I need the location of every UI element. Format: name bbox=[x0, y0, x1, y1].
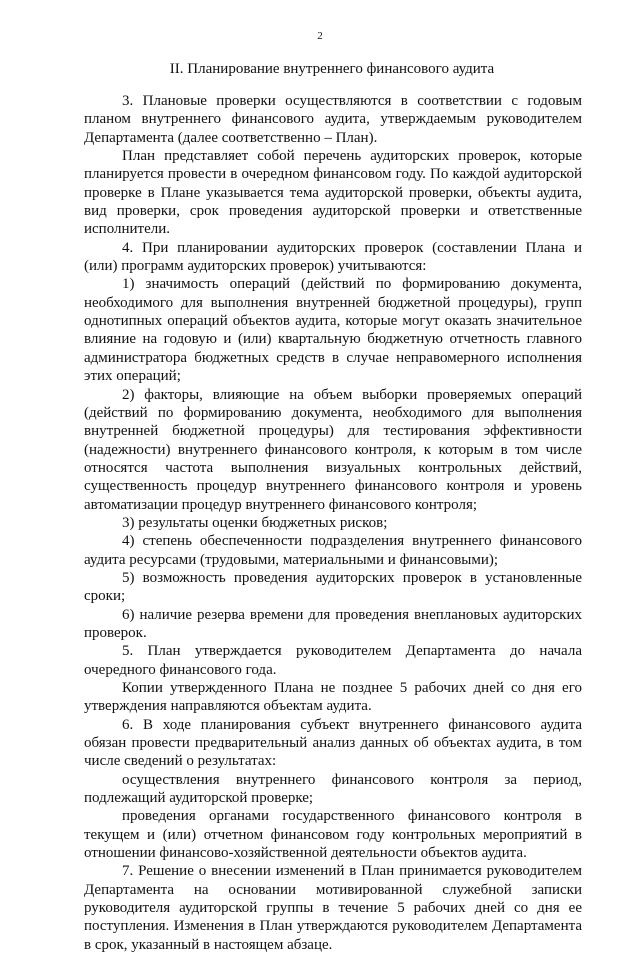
list-item-6: 6) наличие резерва времени для проведения внеплановых аудиторских проверок. bbox=[84, 606, 582, 641]
list-item-1: 1) значимость операций (действий по формированию документа, необходимого для выполнения внутренней бюджетной процедуры), групп однотипных операций объектов аудита, которые могут оказать значительное влияние на годовую и (или) квартальную бюджетную отчетность главного администратора бюджетных средств в случае неправомерного исполнения этих операций; bbox=[84, 276, 582, 385]
page-number: 2 bbox=[317, 30, 323, 42]
paragraph-7: 7. Решение о внесении изменений в План принимается руководителем Департамента на основании мотивированной служебной записки руководителя аудиторской группы в течение 5 рабочих дней со дня ее поступления. Изменения в План утверждаются руководителем Департамента в срок, указанный в настоящем абзаце. bbox=[84, 863, 582, 953]
section-title: II. Планирование внутреннего финансового аудита bbox=[169, 61, 495, 77]
paragraph-5: 5. План утверждается руководителем Департамента до начала очередного финансового года. bbox=[84, 643, 582, 678]
sub-item-internal-control: осуществления внутреннего финансового контроля за период, подлежащий аудиторской проверке; bbox=[84, 771, 582, 807]
paragraph-3: 3. Плановые проверки осуществляются в соответствии с годовым планом внутреннего финансового аудита, утверждаемым руководителем Департамента (далее соответственно – План). bbox=[84, 93, 582, 146]
paragraph-plan-description: План представляет собой перечень аудиторских проверок, которые планируется провести в очередном финансовом году. По каждой аудиторской проверке в Плане указывается тема аудиторской проверки, объекты аудита, вид проверки, срок проведения аудиторской проверки и ответственные исполнители. bbox=[84, 148, 582, 238]
list-item-3: 3) результаты оценки бюджетных рисков; bbox=[122, 514, 388, 531]
document-body bbox=[84, 92, 582, 954]
paragraph-6: 6. В ходе планирования субъект внутреннего финансового аудита обязан провести предварительный анализ данных об объектах аудита, в том числе сведений о результатах: bbox=[84, 716, 582, 770]
paragraph-copies: Копии утвержденного Плана не позднее 5 рабочих дней со дня его утверждения направляются объектам аудита. bbox=[84, 680, 582, 715]
paragraph-4: 4. При планировании аудиторских проверок (составлении Плана и (или) программ аудиторских проверок) учитываются: bbox=[84, 239, 582, 275]
list-item-5: 5) возможность проведения аудиторских проверок в установленные сроки; bbox=[84, 569, 582, 605]
list-item-2: 2) факторы, влияющие на объем выборки проверяемых операций (действий по формированию документа, необходимого для выполнения внутренней бюджетной процедуры) для тестирования эффективности (надежности) внутреннего финансового контроля, к которым в том числе относятся частота выполнения визуальных контрольных действий, существенность процедур внутреннего финансового контроля и уровень автоматизации процедур внутреннего финансового контроля; bbox=[84, 386, 582, 513]
sub-item-state-control: проведения органами государственного финансового контроля в текущем и (или) отчетном финансовом году контрольных мероприятий в отношении финансово-хозяйственной деятельности объектов аудита. bbox=[84, 808, 582, 862]
list-item-4: 4) степень обеспеченности подразделения внутреннего финансового аудита ресурсами (трудовыми, материальными и финансовыми); bbox=[84, 533, 582, 568]
